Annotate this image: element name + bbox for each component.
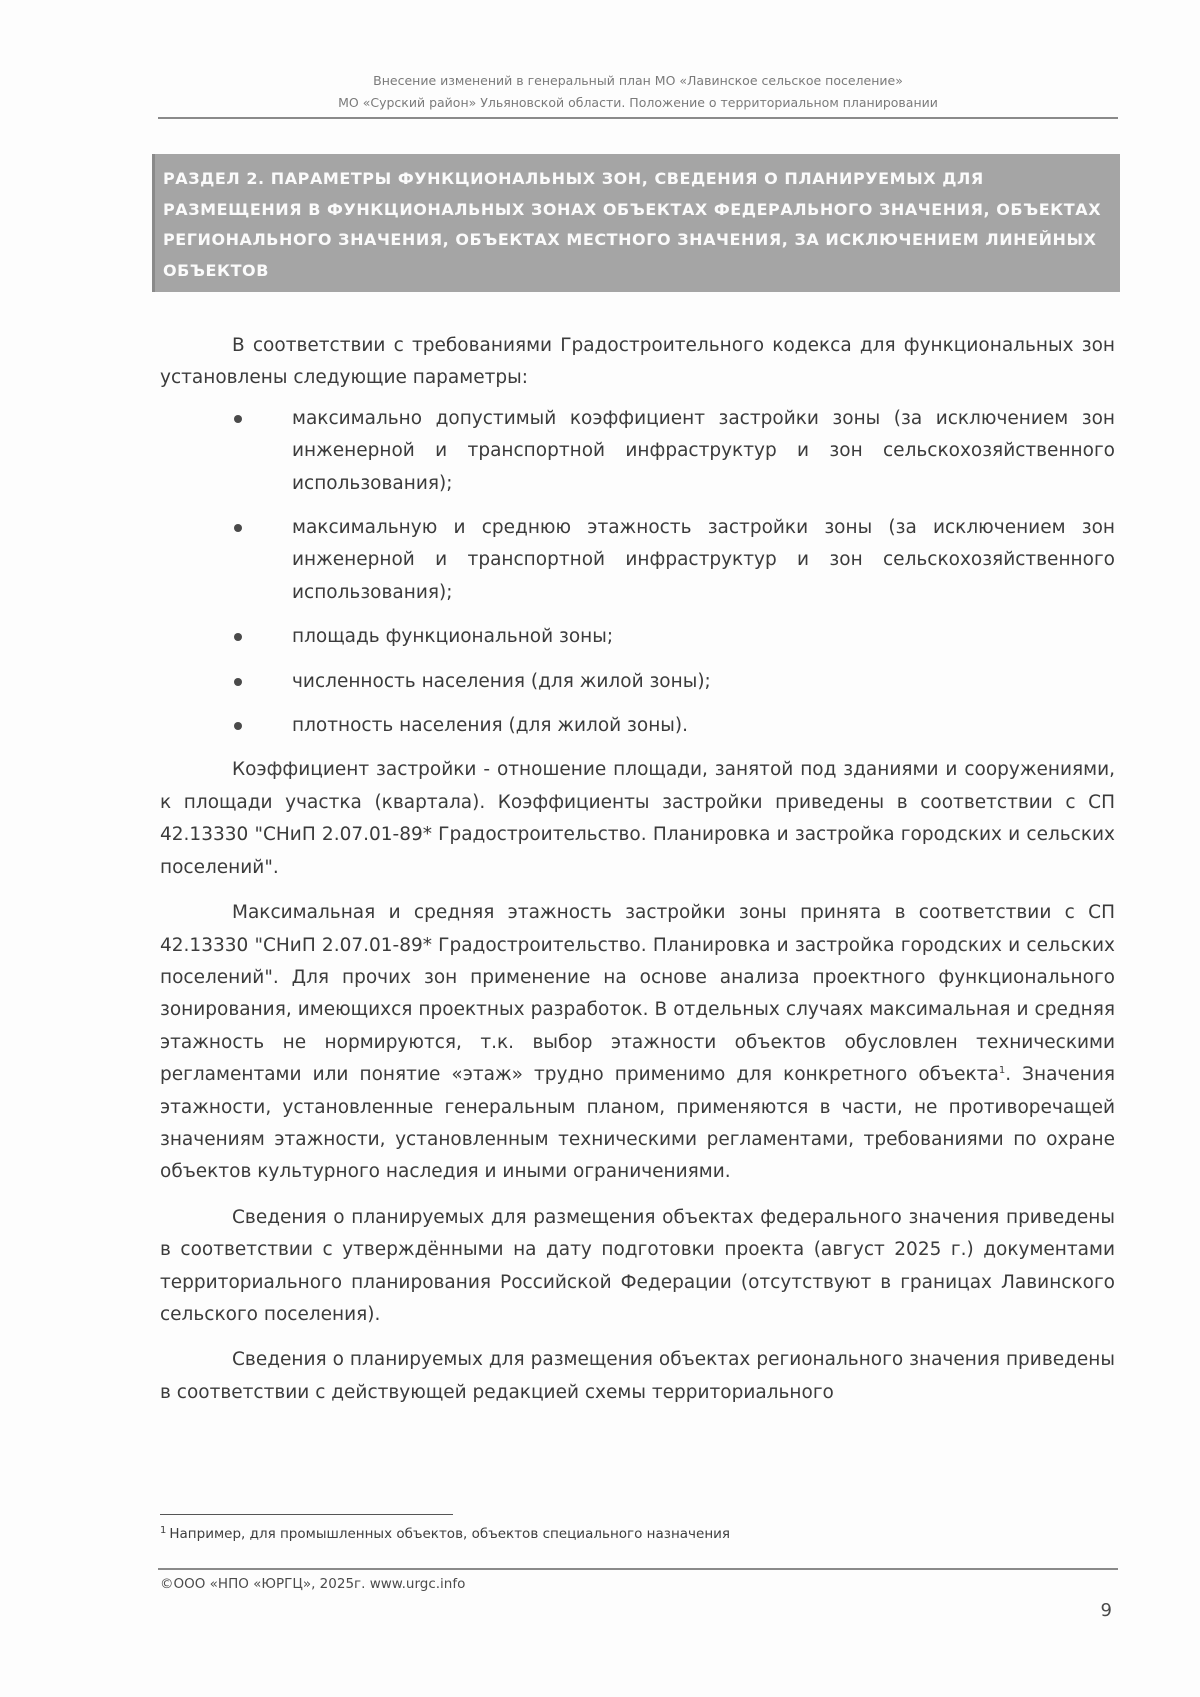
list-item-text: максимально допустимый коэффициент застройки зоны (за исключением зон инженерной и транспортной инфраструктур и зон сельскохозяйственного использования);: [292, 407, 1115, 494]
running-header-line-1: Внесение изменений в генеральный план МО «Лавинское сельское поселение»: [373, 73, 903, 88]
footnote-divider: [160, 1514, 453, 1515]
floors-paragraph-part-2: . Значения этажности, установленные генеральным планом, применяются в части, не противоречащей значениям этажности, установленным техническими регламентами, требованиями по охране объектов культурного наследия и иными ограничениями.: [160, 1064, 1115, 1183]
list-item: [160, 403, 1115, 500]
regional-objects-paragraph: Сведения о планируемых для размещения объектах регионального значения приведены в соответствии с действующей редакцией схемы территориального: [160, 1349, 1115, 1403]
floors-paragraph-part-1: Максимальная и средняя этажность застройки зоны принята в соответствии с СП 42.13330 "СНиП 2.07.01-89* Градостроительство. Планировка и застройка городских и сельских поселений". Для прочих зон применение на основе анализа проектного функционального зонирования, имеющихся проектных разработок. В отдельных случаях максимальная и средняя этажность не нормируются, т.к. выбор этажности объектов обусловлен техническими регламентами или понятие «этаж» трудно применимо для конкретного объекта: [160, 902, 1115, 1086]
list-item-text: площадь функциональной зоны;: [292, 626, 614, 648]
footer-copyright: ©ООО «НПО «ЮРГЦ», 2025г. www.urgc.info: [160, 1576, 466, 1592]
list-item: [160, 710, 1115, 742]
section-title: РАЗДЕЛ 2. ПАРАМЕТРЫ ФУНКЦИОНАЛЬНЫХ ЗОН, СВЕДЕНИЯ О ПЛАНИРУЕМЫХ ДЛЯ РАЗМЕЩЕНИЯ В ФУНКЦИОНАЛЬНЫХ ЗОНАХ ОБЪЕКТАХ ФЕДЕРАЛЬНОГО ЗНАЧЕНИЯ, ОБЪЕКТАХ РЕГИОНАЛЬНОГО ЗНАЧЕНИЯ, ОБЪЕКТАХ МЕСТНОГО ЗНАЧЕНИЯ, ЗА ИСКЛЮЧЕНИЕМ ЛИНЕЙНЫХ ОБЪЕКТОВ: [163, 169, 1102, 280]
federal-objects-paragraph: Сведения о планируемых для размещения объектах федерального значения приведены в соответствии с утверждёнными на дату подготовки проекта (август 2025 г.) документами территориального планирования Российской Федерации (отсутствуют в границах Лавинского сельского поселения).: [160, 1206, 1115, 1325]
list-item-text: максимальную и среднюю этажность застройки зоны (за исключением зон инженерной и транспортной инфраструктур и зон сельскохозяйственного использования);: [292, 517, 1115, 603]
list-item-text: плотность населения (для жилой зоны).: [292, 715, 689, 737]
header-divider: [158, 117, 1118, 119]
footer-divider: [158, 1568, 1118, 1570]
body-text: [160, 330, 1115, 1409]
parameters-list: [160, 403, 1115, 743]
footnote: [160, 1524, 1060, 1544]
list-item: [160, 621, 1115, 653]
running-header: [158, 70, 1118, 114]
bullet-icon: [234, 722, 242, 730]
bullet-icon: [234, 633, 242, 641]
section-heading-band: [152, 154, 1120, 292]
page-number: 9: [1100, 1600, 1112, 1621]
running-header-line-2: МО «Сурский район» Ульяновской области. Положение о территориальном планировании: [338, 95, 938, 110]
bullet-icon: [234, 524, 242, 532]
list-item: [160, 512, 1115, 609]
footnote-reference[interactable]: 1: [998, 1064, 1006, 1076]
bullet-icon: [234, 415, 242, 423]
list-item: [160, 666, 1115, 698]
intro-paragraph: В соответствии с требованиями Градостроительного кодекса для функциональных зон установлены следующие параметры:: [160, 335, 1115, 389]
coefficient-paragraph: Коэффициент застройки - отношение площади, занятой под зданиями и сооружениями, к площади участка (квартала). Коэффициенты застройки приведены в соответствии с СП 42.13330 "СНиП 2.07.01-89* Градостроительство. Планировка и застройка городских и сельских поселений".: [160, 759, 1115, 878]
footnote-marker: 1: [160, 1524, 167, 1536]
list-item-text: численность населения (для жилой зоны);: [292, 670, 711, 692]
bullet-icon: [234, 678, 242, 686]
floors-paragraph: [160, 897, 1115, 1189]
footnote-text: Например, для промышленных объектов, объектов специального назначения: [169, 1526, 731, 1542]
